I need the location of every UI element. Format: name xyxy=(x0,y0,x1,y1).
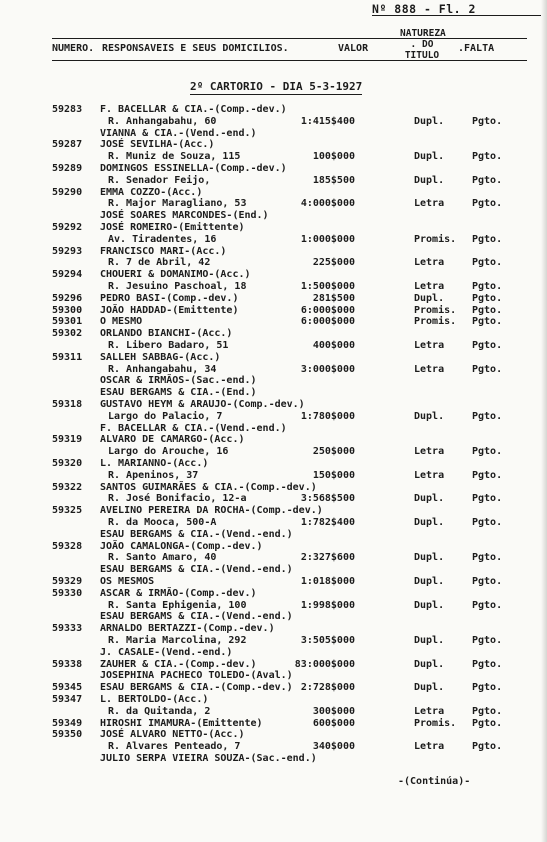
entry-text: Largo do Arouche, 16 xyxy=(108,446,229,458)
entry-line xyxy=(52,104,542,116)
section-title-text: 2º CARTORIO - DIA 5-3-1927 xyxy=(190,80,363,93)
entry-nature: Promis. xyxy=(414,717,457,729)
entry-line xyxy=(52,316,542,328)
entry-line xyxy=(52,246,542,258)
header-numero: NUMERO. xyxy=(52,43,95,54)
entry-text: ZAUHER & CIA.-(Comp.-dev.) xyxy=(100,658,257,670)
entry-line xyxy=(52,328,542,340)
entry-fault: Pgto. xyxy=(472,493,503,505)
entry-number: 59283 xyxy=(52,104,83,115)
entry-line xyxy=(52,151,542,163)
entry-value: 1:780$000 xyxy=(300,410,355,422)
entry-fault: Pgto. xyxy=(472,257,503,269)
entry-number: 59290 xyxy=(52,186,83,198)
entry-nature: Dupl. xyxy=(414,410,445,422)
entry-value: 600$000 xyxy=(312,717,355,729)
entry-text: OSCAR & IRMÃOS-(Sac.-end.) xyxy=(100,375,257,387)
entry-fault: Pgto. xyxy=(472,233,503,245)
entry-fault: Pgto. xyxy=(472,304,503,316)
entry-number: 59328 xyxy=(52,540,83,552)
entry-line xyxy=(52,682,542,694)
entry-line xyxy=(52,198,542,210)
entry-text: ARNALDO BERTAZZI-(Comp.-dev.) xyxy=(100,623,275,635)
entry-line xyxy=(52,753,542,765)
entry-text: JOSÉ SEVILHA-(Acc.) xyxy=(100,139,215,151)
entry-line xyxy=(52,234,542,246)
entry-text: EMMA COZZO-(Acc.) xyxy=(100,186,203,198)
entry-line xyxy=(52,564,542,576)
entry-number: 59318 xyxy=(52,399,83,410)
entry-number: 59300 xyxy=(52,304,83,316)
entry-fault: Pgto. xyxy=(472,576,503,587)
entry-text: R. Santo Amaro, 40 xyxy=(108,552,217,564)
entry-text: CHOUERI & DOMANIMO-(Acc.) xyxy=(100,269,251,281)
entry-number: 59319 xyxy=(52,434,83,446)
entry-line xyxy=(52,210,542,222)
entry-text: R. Apeninos, 37 xyxy=(108,469,199,481)
entry-nature: Letra xyxy=(414,198,445,210)
entry-value: 3:505$000 xyxy=(300,635,355,646)
entry-number: 59325 xyxy=(52,505,83,517)
entry-line xyxy=(52,718,542,730)
sheet-reference-underline xyxy=(372,15,542,16)
entry-text: GUSTAVO HEYM & ARAUJO-(Comp.-dev.) xyxy=(100,399,305,410)
entry-number: 59329 xyxy=(52,576,83,587)
entry-nature: Letra xyxy=(414,469,445,481)
entry-fault: Pgto. xyxy=(472,635,503,646)
entry-value: 2:728$000 xyxy=(300,682,355,694)
entry-value: 250$000 xyxy=(312,446,355,458)
entry-text: R. Santa Ephigenia, 100 xyxy=(108,599,247,611)
entry-value: 340$000 xyxy=(312,741,355,753)
entry-line xyxy=(52,541,542,553)
entry-number: 59287 xyxy=(52,139,83,151)
entry-text: JOÃO HADDAD-(Emittente) xyxy=(100,304,239,316)
entry-text: R. Alvares Penteado, 7 xyxy=(108,741,241,753)
entry-line xyxy=(52,257,542,269)
entry-text: O MESMO xyxy=(100,316,143,328)
entry-line xyxy=(52,281,542,293)
entry-number: 59302 xyxy=(52,328,83,340)
entry-nature: Dupl. xyxy=(414,517,445,528)
entry-text: JOÃO CAMALONGA-(Comp.-dev.) xyxy=(100,540,263,552)
entry-line xyxy=(52,729,542,741)
entry-text: R. da Quitanda, 2 xyxy=(108,705,211,717)
entry-text: F. BACELLAR & CIA.-(Comp.-dev.) xyxy=(100,104,287,115)
entry-number: 59350 xyxy=(52,729,83,741)
entry-value: 6:000$000 xyxy=(300,316,355,328)
entry-nature: Dupl. xyxy=(414,292,445,304)
entry-line xyxy=(52,493,542,505)
entry-line xyxy=(52,659,542,671)
entry-number: 59338 xyxy=(52,658,83,670)
header-natureza-titulo xyxy=(400,28,444,61)
entry-fault: Pgto. xyxy=(472,292,503,304)
entry-text: JOSÉ ROMEIRO-(Emittente) xyxy=(100,222,245,233)
entry-text: R. Jesuino Paschoal, 18 xyxy=(108,281,247,292)
entry-line xyxy=(52,694,542,706)
entry-line xyxy=(52,552,542,564)
entry-value: 83:000$000 xyxy=(294,658,355,670)
entry-line xyxy=(52,364,542,376)
entry-text: F. BACELLAR & CIA.-(Vend.-end.) xyxy=(100,422,287,434)
sheet-reference xyxy=(372,2,542,18)
entry-nature: Dupl. xyxy=(414,151,445,163)
entry-number: 59311 xyxy=(52,351,83,363)
entry-value: 1:998$000 xyxy=(300,599,355,611)
entry-line xyxy=(52,706,542,718)
entry-text: ASCAR & IRMÃO-(Comp.-dev.) xyxy=(100,587,257,599)
entry-value: 225$000 xyxy=(312,257,355,269)
entry-number: 59301 xyxy=(52,316,83,328)
entry-nature: Dupl. xyxy=(414,115,445,127)
entry-line xyxy=(52,399,542,411)
entry-nature: Dupl. xyxy=(414,576,445,587)
entry-text: PEDRO BASI-(Comp.-dev.) xyxy=(100,292,239,304)
entry-text: R. Muniz de Souza, 115 xyxy=(108,151,241,163)
entry-nature: Dupl. xyxy=(414,174,445,186)
entry-value: 150$000 xyxy=(312,469,355,481)
entry-value: 3:000$000 xyxy=(300,363,355,375)
entry-value: 281$500 xyxy=(312,292,355,304)
entry-value: 1:000$000 xyxy=(300,233,355,245)
entry-value: 1:782$400 xyxy=(300,517,355,528)
entry-fault: Pgto. xyxy=(472,705,503,717)
entry-line xyxy=(52,222,542,234)
header-top-rule xyxy=(52,38,527,39)
entry-fault: Pgto. xyxy=(472,469,503,481)
entry-fault: Pgto. xyxy=(472,316,503,328)
entry-line xyxy=(52,517,542,529)
entry-fault: Pgto. xyxy=(472,599,503,611)
entry-text: L. MARIANNO-(Acc.) xyxy=(100,458,209,469)
section-title xyxy=(190,80,362,93)
entry-nature: Dupl. xyxy=(414,493,445,505)
entry-value: 1:500$000 xyxy=(300,281,355,292)
header-responsaveis: RESPONSAVEIS E SEUS DOMICILIOS. xyxy=(102,43,289,54)
entry-value: 6:000$000 xyxy=(300,304,355,316)
entry-line xyxy=(52,588,542,600)
entry-line xyxy=(52,269,542,281)
entry-fault: Pgto. xyxy=(472,363,503,375)
entry-line xyxy=(52,446,542,458)
entry-value: 3:568$500 xyxy=(300,493,355,505)
entry-fault: Pgto. xyxy=(472,682,503,694)
entry-text: SALLEH SABBAG-(Acc.) xyxy=(100,351,221,363)
entry-text: R. Maria Marcolina, 292 xyxy=(108,635,247,646)
entry-fault: Pgto. xyxy=(472,198,503,210)
entry-line xyxy=(52,458,542,470)
entry-text: JOSÉ ALVARO NETTO-(Acc.) xyxy=(100,729,245,741)
entry-fault: Pgto. xyxy=(472,115,503,127)
entry-nature: Promis. xyxy=(414,233,457,245)
entry-line xyxy=(52,305,542,317)
entry-text: R. José Bonifacio, 12-a xyxy=(108,493,247,505)
entry-text: ESAU BERGAMS & CIA.-(Vend.-end.) xyxy=(100,564,293,576)
entry-text: OS MESMOS xyxy=(100,576,155,587)
entry-text: J. CASALE-(Vend.-end.) xyxy=(100,646,233,658)
entry-number: 59320 xyxy=(52,458,83,469)
entry-text: VIANNA & CIA.-(Vend.-end.) xyxy=(100,127,257,139)
entry-number: 59292 xyxy=(52,222,83,233)
entry-text: ESAU BERGAMS & CIA.-(Vend.-end.) xyxy=(100,528,293,540)
entry-line xyxy=(52,128,542,140)
entry-text: SANTOS GUIMARÃES & CIA.-(Comp.-dev.) xyxy=(100,481,317,493)
entry-number: 59289 xyxy=(52,163,83,174)
entry-nature: Letra xyxy=(414,281,445,292)
entry-line xyxy=(52,293,542,305)
entry-line xyxy=(52,116,542,128)
entry-nature: Dupl. xyxy=(414,552,445,564)
header-titulo: TITULO xyxy=(404,50,440,61)
entry-line xyxy=(52,470,542,482)
entry-line xyxy=(52,482,542,494)
entry-nature: Letra xyxy=(414,340,445,351)
entry-number: 59349 xyxy=(52,717,83,729)
entry-text: FRANCISCO MARI-(Acc.) xyxy=(100,245,227,257)
entry-line xyxy=(52,647,542,659)
entry-nature: Promis. xyxy=(414,316,457,328)
entry-line xyxy=(52,139,542,151)
entry-line xyxy=(52,576,542,588)
entry-line xyxy=(52,505,542,517)
entry-line xyxy=(52,411,542,423)
entry-nature: Dupl. xyxy=(414,599,445,611)
entry-nature: Letra xyxy=(414,363,445,375)
entry-number: 59330 xyxy=(52,587,83,599)
entry-line xyxy=(52,340,542,352)
entry-number: 59345 xyxy=(52,682,83,694)
header-natureza: NATUREZA xyxy=(400,28,446,39)
entry-line xyxy=(52,387,542,399)
entry-fault: Pgto. xyxy=(472,151,503,163)
entry-nature: Letra xyxy=(414,741,445,753)
entry-text: L. BERTOLDO-(Acc.) xyxy=(100,694,209,705)
entry-text: DOMINGOS ESSINELLA-(Comp.-dev.) xyxy=(100,163,287,174)
entry-fault: Pgto. xyxy=(472,741,503,753)
entry-fault: Pgto. xyxy=(472,658,503,670)
entry-line xyxy=(52,187,542,199)
entry-fault: Pgto. xyxy=(472,517,503,528)
entry-fault: Pgto. xyxy=(472,340,503,351)
entry-text: R. Anhangabahu, 34 xyxy=(108,363,217,375)
entry-nature: Letra xyxy=(414,705,445,717)
entry-number: 59293 xyxy=(52,245,83,257)
header-do: . DO xyxy=(410,39,434,50)
header-falta: .FALTA xyxy=(458,43,495,54)
entry-nature: Promis. xyxy=(414,304,457,316)
entry-value: 100$000 xyxy=(312,151,355,163)
continue-note: -(Continúa)- xyxy=(398,776,471,787)
page-edge-shadow xyxy=(541,0,547,842)
entry-text: ALVARO DE CAMARGO-(Acc.) xyxy=(100,434,245,446)
entry-text: R. Libero Badaro, 51 xyxy=(108,340,229,351)
entry-line xyxy=(52,635,542,647)
entry-value: 300$000 xyxy=(312,705,355,717)
entry-value: 4:000$000 xyxy=(300,198,355,210)
entry-number: 59322 xyxy=(52,481,83,493)
entry-text: R. da Mooca, 500-A xyxy=(108,517,217,528)
entry-fault: Pgto. xyxy=(472,552,503,564)
entry-text: R. Senador Feijo, xyxy=(108,174,211,186)
entry-text: R. 7 de Abril, 42 xyxy=(108,257,211,269)
entry-text: Av. Tiradentes, 16 xyxy=(108,233,217,245)
entry-nature: Dupl. xyxy=(414,635,445,646)
entry-line xyxy=(52,670,542,682)
entry-fault: Pgto. xyxy=(472,410,503,422)
entry-text: ESAU BERGAMS & CIA.-(Vend.-end.) xyxy=(100,611,293,623)
entry-text: Largo do Palacio, 7 xyxy=(108,410,223,422)
entry-line xyxy=(52,611,542,623)
entry-text: JULIO SERPA VIEIRA SOUZA-(Sac.-end.) xyxy=(100,753,317,764)
entry-line xyxy=(52,434,542,446)
entry-value: 400$000 xyxy=(312,340,355,351)
entry-line xyxy=(52,163,542,175)
entry-fault: Pgto. xyxy=(472,281,503,292)
entry-text: ORLANDO BIANCHI-(Acc.) xyxy=(100,328,233,340)
entry-fault: Pgto. xyxy=(472,174,503,186)
entry-nature: Dupl. xyxy=(414,658,445,670)
header-valor: VALOR xyxy=(338,43,369,54)
entry-line xyxy=(52,423,542,435)
entry-number: 59296 xyxy=(52,292,83,304)
entry-fault: Pgto. xyxy=(472,717,503,729)
entry-number: 59294 xyxy=(52,269,83,281)
entry-nature: Letra xyxy=(414,257,445,269)
entry-line xyxy=(52,600,542,612)
entry-text: AVELINO PEREIRA DA ROCHA-(Comp.-dev.) xyxy=(100,505,323,517)
entry-nature: Letra xyxy=(414,446,445,458)
entry-text: HIROSHI IMAMURA-(Emittente) xyxy=(100,717,263,729)
entry-fault: Pgto. xyxy=(472,446,503,458)
entry-line xyxy=(52,529,542,541)
entry-line xyxy=(52,623,542,635)
entry-text: JOSEPHINA PACHECO TOLEDO-(Aval.) xyxy=(100,670,293,682)
entry-value: 1:415$400 xyxy=(300,115,355,127)
entry-value: 1:018$000 xyxy=(300,576,355,587)
entry-line xyxy=(52,352,542,364)
entry-line xyxy=(52,375,542,387)
entry-number: 59333 xyxy=(52,623,83,635)
entry-text: JOSÉ SOARES MARCONDES-(End.) xyxy=(100,210,269,222)
entry-value: 185$500 xyxy=(312,174,355,186)
header-bottom-rule xyxy=(52,60,527,61)
entry-value: 2:327$600 xyxy=(300,552,355,564)
entry-text: R. Major Maragliano, 53 xyxy=(108,198,247,210)
entry-number: 59347 xyxy=(52,694,83,705)
section-title-underline xyxy=(190,94,362,95)
entry-text: ESAU BERGAMS & CIA.-(End.) xyxy=(100,387,257,399)
entry-line xyxy=(52,175,542,187)
entry-line xyxy=(52,741,542,753)
sheet-reference-text: Nº 888 - Fl. 2 xyxy=(372,2,476,16)
entry-nature: Dupl. xyxy=(414,682,445,694)
entry-text: R. Anhangabahu, 60 xyxy=(108,115,217,127)
entry-text: ESAU BERGAMS & CIA.-(Comp.-dev.) xyxy=(100,682,293,694)
